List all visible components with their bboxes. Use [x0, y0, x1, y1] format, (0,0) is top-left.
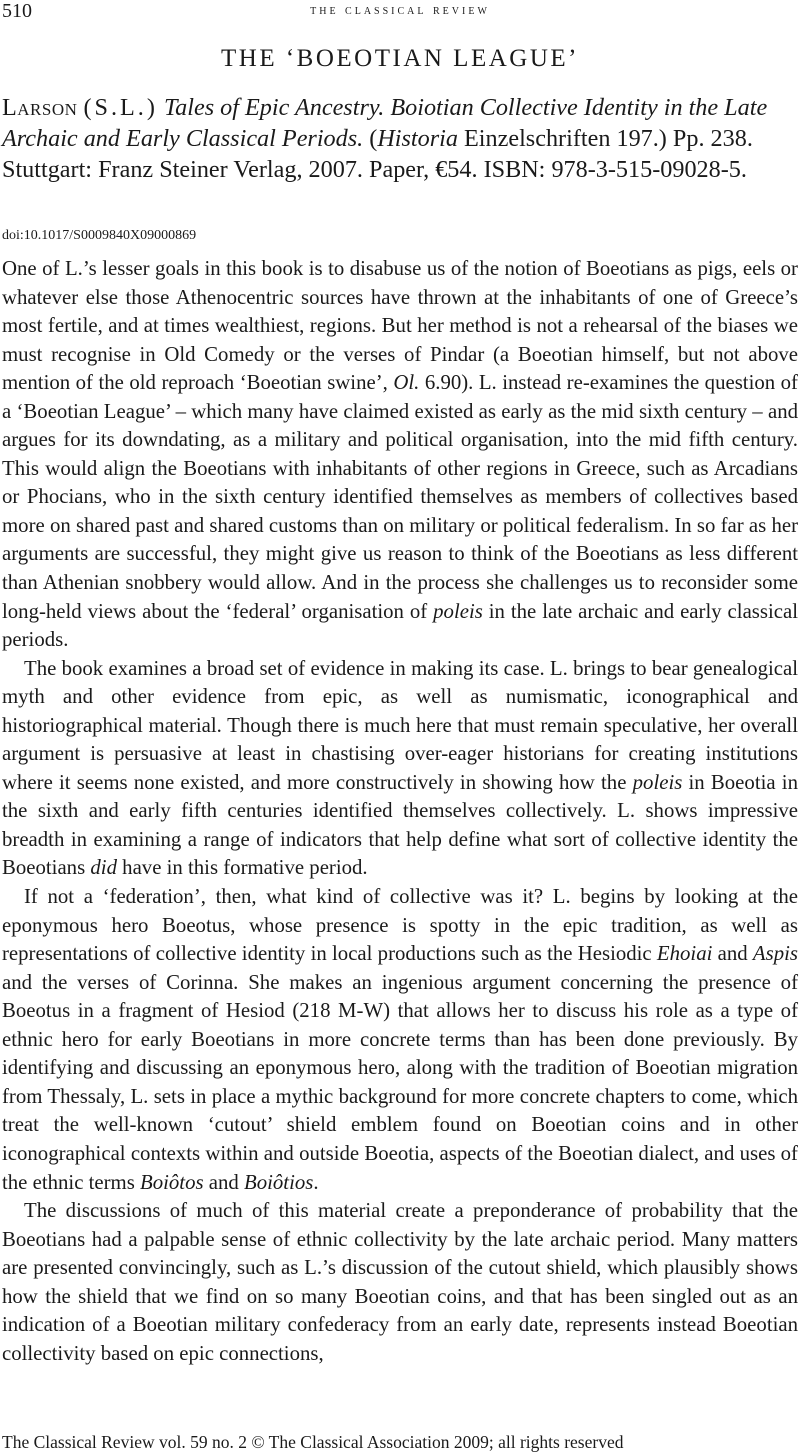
citation-book-title: Tales of Epic Ancestry. Boiotian Collective Identity in the Late Archaic and Early Classical Periods. — [2, 94, 768, 152]
ethnic-term-boiotos: Boiôtos — [140, 1170, 204, 1194]
paragraph-3-text-e: . — [313, 1170, 319, 1194]
paragraph-2 — [2, 655, 798, 883]
citation-details: Pp. 238. Stuttgart: Franz Steiner Verlag, 2007. Paper, €54. ISBN: 978-3-515-09028-5. — [2, 125, 753, 183]
ethnic-term-boiotios: Boiôtios — [244, 1170, 314, 1194]
citation-series-name: Historia — [377, 125, 458, 152]
citation-initials: (S.L.) — [83, 94, 158, 121]
poleis-term: poleis — [433, 599, 483, 623]
doi-line: doi:10.1017/S0009840X09000869 — [2, 228, 197, 243]
paragraph-4-text-a: The discussions of much of this material create a preponderance of probability that the Boeotians had a palpable sense of ethnic collectivity by the late archaic period. Many matters are presented convincingly, such as L.’s discussion of the cutout shield, which plausibly shows how the shield that we find on so many Boeotian coins, and that has been singled out as an indication of a Boeotian military confederacy from an early date, represents instead Boeotian collectivity based on epic connections, — [2, 1199, 798, 1365]
running-head — [0, 0, 800, 28]
paragraph-3-text-b: and — [712, 942, 753, 966]
paragraph-3-text-c: and the verses of Corinna. She makes an ingenious argument concerning the presence of Boeotus in a fragment of Hesiod (218 M-W) that allows her to discuss his role as a type of ethnic hero for early Boeotians in more concrete terms than has been done previously. By identifying and discussing an eponymous hero, along with the tradition of Boeotian migration from Thessaly, L. sets in place a mythic background for more concrete chapters to come, which treat the well-known ‘cutout’ shield emblem found on Boeotian coins and in other iconographical contexts within and outside Boeotia, aspects of the Boeotian dialect, and uses of the ethnic terms — [2, 970, 798, 1194]
page-number: 510 — [2, 0, 32, 22]
paragraph-4 — [2, 1197, 798, 1368]
paragraph-1-text-b: 6.90). L. instead re-examines the question of a ‘Boeotian League’ – which many have claimed existed as early as the mid sixth century – and argues for its downdating, as a military and political organisation, into the mid fifth century. This would align the Boeotians with inhabitants of other regions in Greece, such as Arcadians or Phocians, who in the sixth century identified themselves as members of collectives based more on shared past and shared customs than on military or political federalism. In so far as her arguments are successful, they might give us reason to think of the Boeotians as less different than Athenian snobbery would allow. And in the process she challenges us to reconsider some long-held views about the ‘federal’ organisation of — [2, 371, 798, 623]
poleis-term: poleis — [632, 770, 683, 794]
paragraph-3 — [2, 883, 798, 1197]
review-body — [2, 255, 798, 1368]
emphasis-did: did — [90, 856, 117, 880]
paragraph-1 — [2, 255, 798, 655]
paragraph-1-text-c: in the late archaic and early classical periods. — [2, 599, 798, 652]
citation-series-open: ( — [369, 125, 378, 152]
ehoiai-title: Ehoiai — [656, 942, 713, 966]
paragraph-3-text-d: and — [203, 1170, 245, 1194]
paragraph-1-text-a: One of L.’s lesser goals in this book is to disabuse us of the notion of Boeotians as pigs, eels or whatever else those Athenocentric sources have thrown at the inhabitants of one of Greece’s most fertile, and at times wealthiest, regions. But her method is not a rehearsal of the biases we must recognise in Old Comedy or the verses of Pindar (a Boeotian himself, but not above mention of the old reproach ‘Boeotian swine’, — [2, 257, 798, 395]
copyright-footer: The Classical Review vol. 59 no. 2 © The Classical Association 2009; all rights reserved — [2, 1432, 624, 1452]
journal-name: the classical review — [310, 3, 490, 18]
book-citation — [2, 92, 798, 185]
aspis-title: Aspis — [752, 942, 798, 966]
citation-series-rest: Einzelschriften 197.) — [464, 125, 667, 152]
paragraph-2-text-a: The book examines a broad set of evidence in making its case. L. brings to bear genealogical myth and other evidence from epic, as well as numismatic, iconographical and historiographical material. Though there is much here that must remain speculative, her overall argument is persuasive at least in chastising over-eager historians for creating institutions where it seems none existed, and more constructively in showing how the — [2, 656, 798, 794]
paragraph-2-text-c: have in this formative period. — [116, 856, 368, 880]
citation-author: Larson — [2, 94, 78, 121]
olympian-abbrev: Ol. — [393, 371, 420, 395]
paragraph-2-text-b: in Boeotia in the sixth and early fifth centuries identified themselves collectively. L. shows impressive breadth in examining a range of indicators that help define what sort of collective identity the Boeotians — [2, 770, 798, 880]
paragraph-3-text-a: If not a ‘federation’, then, what kind of collective was it? L. begins by looking at the eponymous hero Boeotus, whose presence is spotty in the epic tradition, as well as representations of collective identity in local productions such as the Hesiodic — [2, 885, 798, 966]
section-title: THE ‘BOEOTIAN LEAGUE’ — [221, 45, 579, 72]
